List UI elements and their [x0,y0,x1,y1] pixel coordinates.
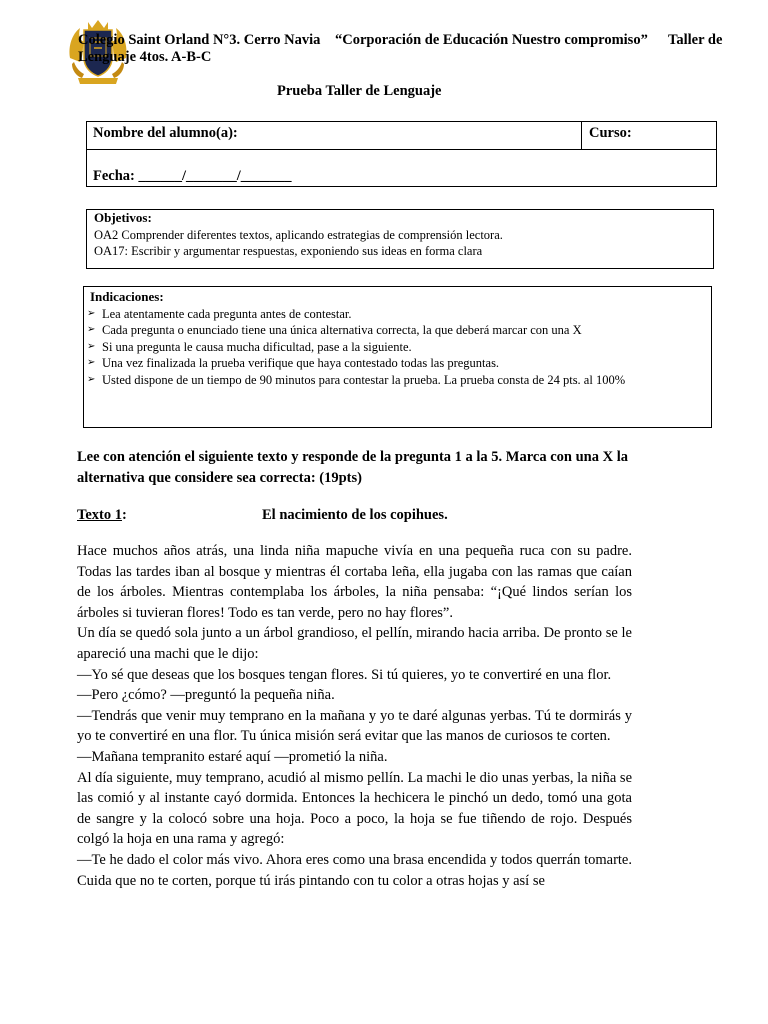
date-label: Fecha: ______/_______/_______ [93,168,292,184]
indication-item: ➢ Usted dispone de un tiempo de 90 minutos para contestar la prueba. La prueba consta de 24 pts. al 100% [87,372,626,387]
column-divider [581,122,582,149]
subject-course: Lenguaje 4tos. A-B-C [78,49,212,65]
page-title-text: Prueba Taller de Lenguaje [277,83,442,99]
text-number: Texto 1 [77,507,122,523]
story-paragraph: —Mañana tempranito estaré aquí —prometió la niña. [77,748,388,765]
indications-box [83,286,712,428]
story-body [77,541,632,891]
story-paragraph: —Te he dado el color más vivo. Ahora eres como una brasa encendida y todos querrán tomarte. Cuida que no te corten, porque tú irás pintando con tu color a otras hojas y así se [77,851,632,889]
story-paragraph: —Tendrás que venir muy temprano en la mañana y yo te daré algunas yerbas. Tú te dormirás y yo te convertiré en una flor. Tu única misión será evitar que las manos de curiosos te corten. [77,707,632,745]
objective-item: OA17: Escribir y argumentar respuestas, exponiendo sus ideas en forma clara [94,244,483,258]
indication-item: ➢ Lea atentamente cada pregunta antes de contestar. [87,306,352,321]
story-paragraph: Hace muchos años atrás, una linda niña mapuche vivía en una pequeña ruca con su padre. Todas las tardes iban al bosque y mientras él cortaba leña, ella jugaba con las ramas que caían de los árboles. Mientras contemplaba los árboles, la niña pensaba: “¡Qué lindos serían los árboles si tuvieran flores! Todo es tan verde, pero no hay flores”. [77,543,632,621]
arrow-bullet-icon: ➢ [87,307,96,319]
text-label: Texto 1: [77,507,127,523]
arrow-bullet-icon: ➢ [87,324,96,335]
objective-item: OA2 Comprender diferentes textos, aplicando estrategias de comprensión lectora. [94,227,503,242]
story-paragraph: Un día se quedó sola junto a un árbol grandioso, el pellín, mirando hacia arriba. De pronto se le apareció una machi que le dijo: [77,625,632,662]
arrow-bullet-icon: ➢ [87,357,96,368]
name-label: Nombre del alumno(a): [93,125,238,141]
indication-item: ➢ Cada pregunta o enunciado tiene una única alternativa correcta, la que deberá marcar con una X [87,323,582,337]
subject-start: Taller de [668,32,723,48]
story-paragraph: —Pero ¿cómo? —preguntó la pequeña niña. [77,687,335,704]
indications-heading: Indicaciones: [90,289,164,304]
story-paragraph: Al día siguiente, muy temprano, acudió al mismo pellín. La machi le dio unas yerbas, la niña se las comió y al instante cayó dormida. Entonces la hechicera le pinchó un dedo, tomó una gota de sangre y la colocó sobre una hoja. Poco a poco, la hoja se fue tiñendo de rojo. Después colgó la hoja en una rama y agregó: [77,769,632,848]
indications-list [84,306,711,389]
arrow-bullet-icon: ➢ [87,373,96,385]
objectives-box [86,209,714,269]
text-title: El nacimiento de los copihues. [262,507,448,523]
corporation-name: “Corporación de Educación Nuestro compromiso” [335,32,648,48]
indication-item: ➢ Una vez finalizada la prueba verifique que haya contestado todas las preguntas. [87,356,500,370]
arrow-bullet-icon: ➢ [87,340,96,352]
school-name: Colegio Saint Orland N°3. Cerro Navia [78,32,321,48]
course-label: Curso: [589,125,632,141]
student-info-box [86,121,717,187]
document-header [78,32,728,49]
indication-item: ➢ Si una pregunta le causa mucha dificultad, pase a la siguiente. [87,339,412,354]
reading-instruction: Lee con atención el siguiente texto y responde de la pregunta 1 a la 5. Marca con una X la alternativa que considere sea correcta: (19pts) [77,449,628,486]
story-paragraph: —Yo sé que deseas que los bosques tengan flores. Si tú quieres, yo te convertiré en una flor. [77,666,612,683]
objectives-heading: Objetivos: [94,210,152,225]
